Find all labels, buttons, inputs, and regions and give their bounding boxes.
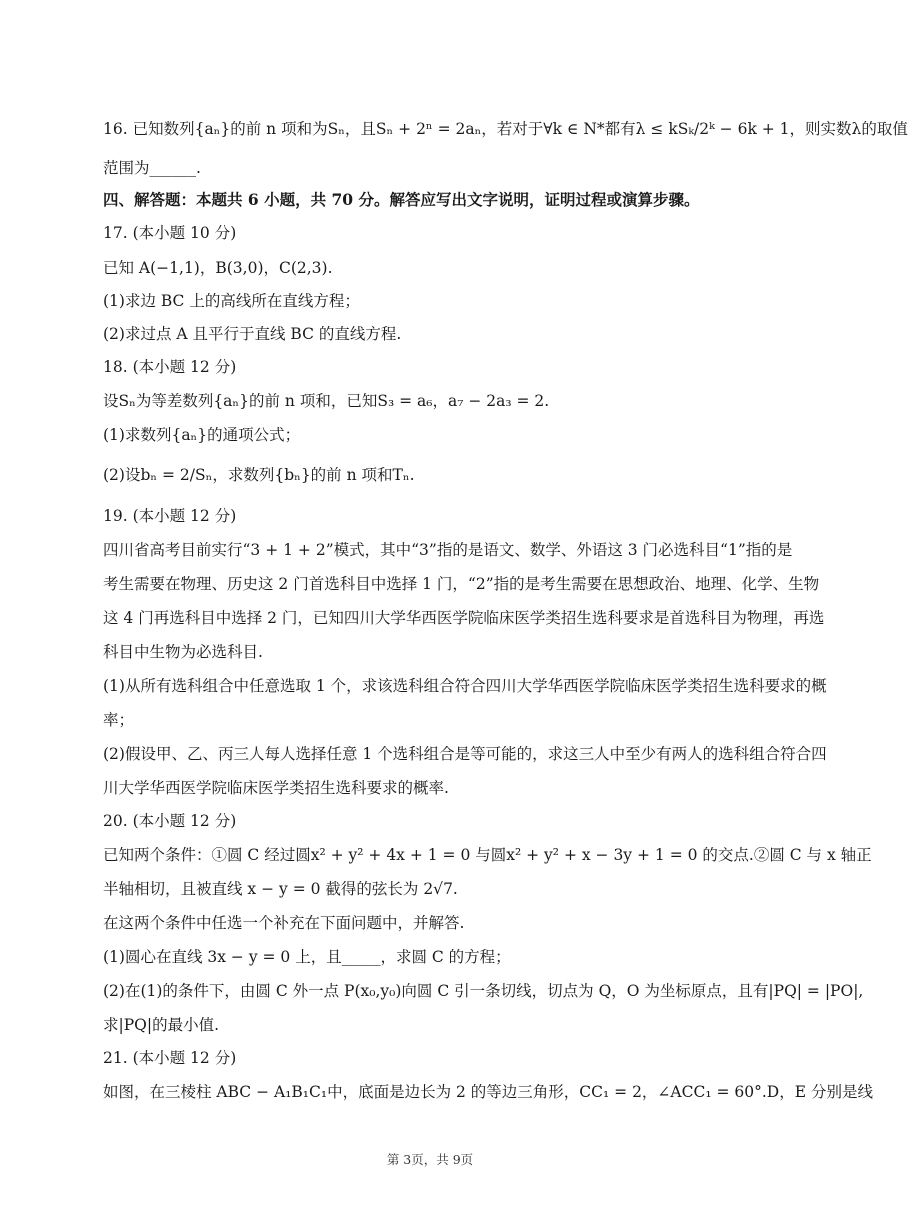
q20-header: 20. (本小题 12 分): [103, 812, 237, 830]
q21-header: 21. (本小题 12 分): [103, 1049, 237, 1067]
q19-part1-line1: (1)从所有选科组合中任意选取 1 个，求该选科组合符合四川大学华西医学院临床医学类招生选科要求的概: [103, 677, 827, 695]
q17-stem: 已知 A(−1,1)，B(3,0)，C(2,3).: [103, 259, 333, 277]
q17-part2: (2)求过点 A 且平行于直线 BC 的直线方程.: [103, 325, 402, 343]
q20-line2: 半轴相切，且被直线 x − y = 0 截得的弦长为 2√7.: [103, 880, 458, 898]
q20-line1: 已知两个条件：①圆 C 经过圆x² + y² + 4x + 1 = 0 与圆x² + y² + x − 3y + 1 = 0 的交点.②圆 C 与 x 轴正: [103, 846, 872, 864]
q19-line2: 考生需要在物理、历史这 2 门首选科目中选择 1 门，“2”指的是考生需要在思想政治、地理、化学、生物: [103, 575, 820, 593]
q19-line1: 四川省高考目前实行“3 + 1 + 2”模式，其中“3”指的是语文、数学、外语这 3 门必选科目“1”指的是: [103, 541, 793, 559]
q20-part2-line1: (2)在(1)的条件下，由圆 C 外一点 P(x₀,y₀)向圆 C 引一条切线，切点为 Q，O 为坐标原点，且有|PQ| = |PO|,: [103, 982, 864, 1000]
q19-part2-line1: (2)假设甲、乙、丙三人每人选择任意 1 个选科组合是等可能的，求这三人中至少有两人的选科组合符合四: [103, 745, 827, 763]
q19-header: 19. (本小题 12 分): [103, 507, 237, 525]
q18-header: 18. (本小题 12 分): [103, 358, 237, 376]
q16-line1: 16. 已知数列{aₙ}的前 n 项和为Sₙ，且Sₙ + 2ⁿ = 2aₙ，若对于∀k ∈ N*都有λ ≤ kSₖ/2ᵏ − 6k + 1，则实数λ的取值: [103, 120, 908, 138]
q20-line3: 在这两个条件中任选一个补充在下面问题中，并解答.: [103, 914, 465, 932]
q18-stem: 设Sₙ为等差数列{aₙ}的前 n 项和，已知S₃ = a₆，a₇ − 2a₃ = 2.: [103, 392, 550, 410]
q20-part1: (1)圆心在直线 3x − y = 0 上，且_____，求圆 C 的方程；: [103, 948, 511, 966]
q19-part2-line2: 川大学华西医学院临床医学类招生选科要求的概率.: [103, 779, 449, 797]
q17-part1: (1)求边 BC 上的高线所在直线方程；: [103, 292, 360, 310]
q20-part2-line2: 求|PQ|的最小值.: [103, 1016, 220, 1034]
page-footer: 第 3页，共 9页: [386, 1152, 474, 1167]
q19-line3: 这 4 门再选科目中选择 2 门，已知四川大学华西医学院临床医学类招生选科要求是首选科目为物理，再选: [103, 609, 825, 627]
section-heading: 四、解答题：本题共 6 小题，共 70 分。解答应写出文字说明，证明过程或演算步骤。: [103, 190, 700, 209]
q19-line4: 科目中生物为必选科目.: [103, 643, 263, 661]
q19-part1-line2: 率；: [103, 711, 135, 729]
q17-header: 17. (本小题 10 分): [103, 224, 237, 242]
q18-part1: (1)求数列{aₙ}的通项公式；: [103, 426, 301, 444]
q21-line1: 如图，在三棱柱 ABC − A₁B₁C₁中，底面是边长为 2 的等边三角形，CC₁ = 2，∠ACC₁ = 60°.D，E 分别是线: [103, 1083, 873, 1101]
q16-line2: 范围为______.: [103, 159, 201, 177]
q18-part2: (2)设bₙ = 2/Sₙ，求数列{bₙ}的前 n 项和Tₙ.: [103, 466, 415, 484]
